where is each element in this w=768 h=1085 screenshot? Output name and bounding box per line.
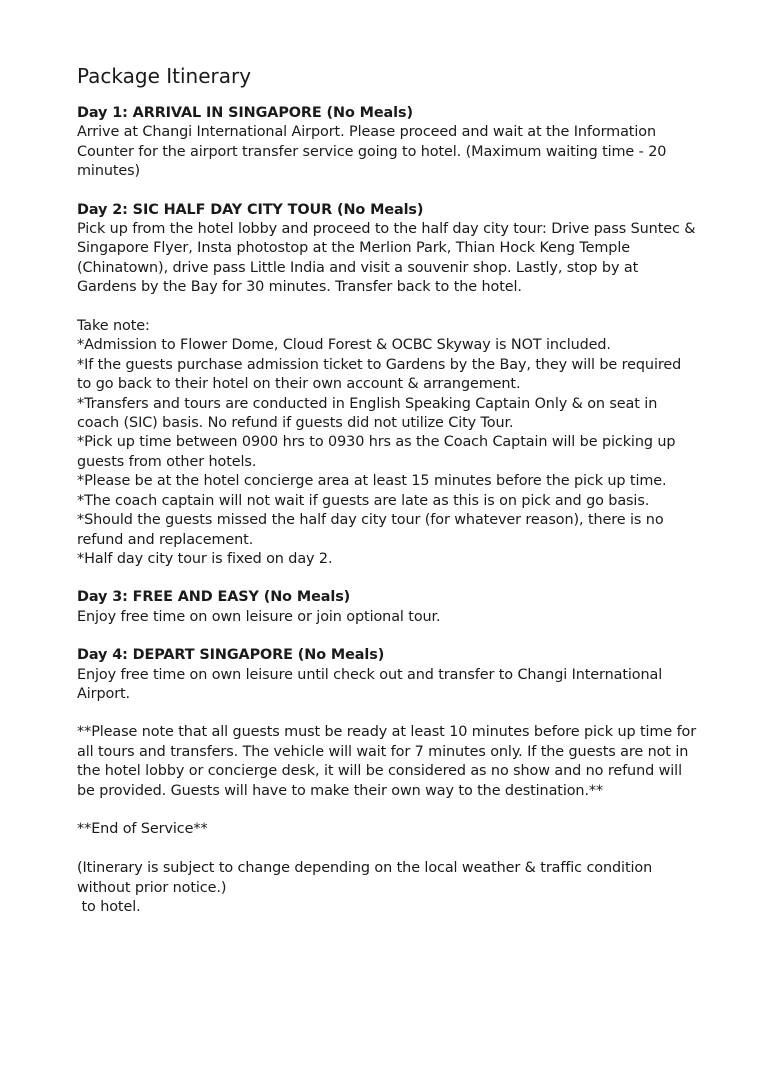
note-item: *Transfers and tours are conducted in English Speaking Captain Only & on seat in coach (SIC) basis. No refund if guests did not utilize City Tour. — [77, 395, 658, 432]
spacer — [77, 801, 697, 820]
note-item: *Pick up time between 0900 hrs to 0930 hrs as the Coach Captain will be picking up guests from other hotels. — [77, 434, 676, 470]
end-of-service: **End of Service** — [77, 821, 208, 838]
day-3-heading: Day 3: FREE AND EASY (No Meals) — [77, 589, 351, 606]
day-4-heading: Day 4: DEPART SINGAPORE (No Meals) — [77, 647, 385, 664]
day-4-description: Enjoy free time on own leisure until check out and transfer to Changi International Airport. — [77, 666, 663, 702]
note-item: *Half day city tour is fixed on day 2. — [77, 550, 333, 567]
day-1-heading: Day 1: ARRIVAL IN SINGAPORE (No Meals) — [77, 105, 413, 121]
itinerary-document — [77, 62, 697, 917]
spacer — [77, 298, 697, 317]
day-3-description: Enjoy free time on own leisure or join optional tour. — [77, 608, 441, 625]
day-3-section — [77, 588, 697, 627]
day-2-notes — [77, 317, 697, 569]
day-1-description: Arrive at Changi International Airport. Please proceed and wait at the Information Counter for the airport transfer service going to hotel. (Maximum waiting time - 20 minutes) — [77, 124, 667, 180]
spacer — [77, 840, 697, 859]
disclaimer: (Itinerary is subject to change depending on the local weather & traffic condition without prior notice.) — [77, 860, 653, 896]
notes-label: Take note: — [77, 318, 150, 335]
page-title: Package Itinerary — [77, 64, 252, 88]
important-note: **Please note that all guests must be ready at least 10 minutes before pick up time for all tours and transfers. The vehicle will wait for 7 minutes only. If the guests are not in the hotel lobby or concierge desk, it will be considered as no show and no refund will be provided. Guests will have to make their own way to the destination.** — [77, 724, 697, 799]
day-2-description: Pick up from the hotel lobby and proceed to the half day city tour: Drive pass Suntec & Singapore Flyer, Insta photostop at the Merlion Park, Thian Hock Keng Temple (Chinatown), drive pass Little India and visit a souvenir shop. Lastly, stop by at Gardens by the Bay for 30 minutes. Transfer back to the hotel. — [77, 221, 696, 296]
note-item: *The coach captain will not wait if guests are late as this is on pick and go basis. — [77, 492, 650, 509]
note-item: *Admission to Flower Dome, Cloud Forest & OCBC Skyway is NOT included. — [77, 337, 611, 354]
day-4-section — [77, 646, 697, 704]
day-2-section — [77, 201, 697, 570]
day-2-heading: Day 2: SIC HALF DAY CITY TOUR (No Meals) — [77, 201, 424, 218]
trailing-text: to hotel. — [77, 898, 141, 915]
note-item: *Should the guests missed the half day city tour (for whatever reason), there is no refund and replacement. — [77, 512, 664, 548]
note-item: *If the guests purchase admission ticket to Gardens by the Bay, they will be required to go back to their hotel on their own account & arrangement. — [77, 356, 682, 393]
note-item: *Please be at the hotel concierge area at least 15 minutes before the pick up time. — [77, 473, 667, 490]
day-1-section — [77, 104, 697, 182]
